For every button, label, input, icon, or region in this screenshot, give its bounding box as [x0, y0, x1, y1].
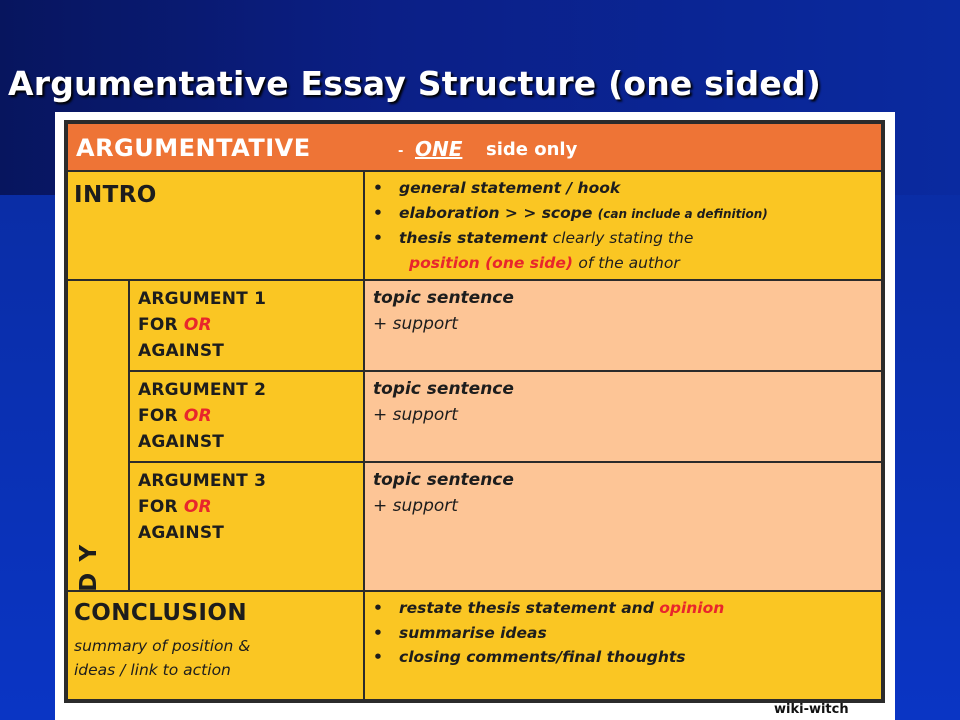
header-row [66, 122, 883, 172]
argument-3-topic: topic sentence [373, 470, 514, 490]
conclusion-label-cell [66, 590, 365, 701]
argument-2-content-cell [363, 370, 883, 463]
argument-2-title: ARGUMENT 2 [138, 380, 267, 400]
argument-1-for-or: FOR OR [138, 315, 212, 335]
intro-bullet-2: • elaboration > > scope (can include a definition) [373, 203, 768, 222]
argument-1-support: + support [373, 314, 458, 334]
argument-2-for-or: FOR OR [138, 406, 212, 426]
argument-3-content-cell [363, 461, 883, 592]
argument-2-support: + support [373, 405, 458, 425]
header-title: ARGUMENTATIVE [76, 134, 311, 162]
conclusion-content-cell [363, 590, 883, 701]
argument-1-title: ARGUMENT 1 [138, 289, 267, 309]
conclusion-bullet-1: • restate thesis statement and opinion [373, 599, 725, 617]
slide-title: Argumentative Essay Structure (one sided) [8, 64, 822, 103]
argument-2-topic: topic sentence [373, 379, 514, 399]
conclusion-description: summary of position & ideas / link to action [74, 637, 251, 679]
conclusion-bullet-2: • summarise ideas [373, 623, 547, 642]
conclusion-bullet-3: • closing comments/final thoughts [373, 648, 686, 666]
argument-1-against: AGAINST [138, 341, 225, 361]
argument-3-support: + support [373, 496, 458, 516]
conclusion-bullet-list [373, 596, 724, 670]
argument-3-title: ARGUMENT 3 [138, 471, 267, 491]
argument-3-against: AGAINST [138, 523, 225, 543]
argument-3-label-cell [128, 461, 365, 592]
intro-bullet-3: • thesis statement clearly stating the [373, 229, 694, 247]
argument-1-topic: topic sentence [373, 288, 514, 308]
intro-bullet-3-continuation: position (one side) of the author [409, 253, 680, 272]
intro-label: INTRO [74, 182, 157, 208]
header-dash: - [398, 144, 404, 159]
body-label-cell [66, 279, 130, 592]
argument-1-content-cell [363, 279, 883, 372]
argument-3-for-or: FOR OR [138, 497, 212, 517]
essay-structure-table [64, 120, 885, 703]
intro-content-cell [363, 170, 883, 281]
intro-bullet-list [373, 176, 768, 275]
argument-2-label-cell [128, 370, 365, 463]
argument-1-label-cell [128, 279, 365, 372]
intro-bullet-1: • general statement / hook [373, 179, 621, 197]
header-one: ONE [415, 137, 463, 161]
argument-2-against: AGAINST [138, 432, 225, 452]
header-side-only: side only [486, 139, 578, 160]
intro-label-cell [66, 170, 365, 281]
conclusion-label: CONCLUSION [74, 600, 247, 626]
watermark: wiki-witch [774, 702, 849, 717]
